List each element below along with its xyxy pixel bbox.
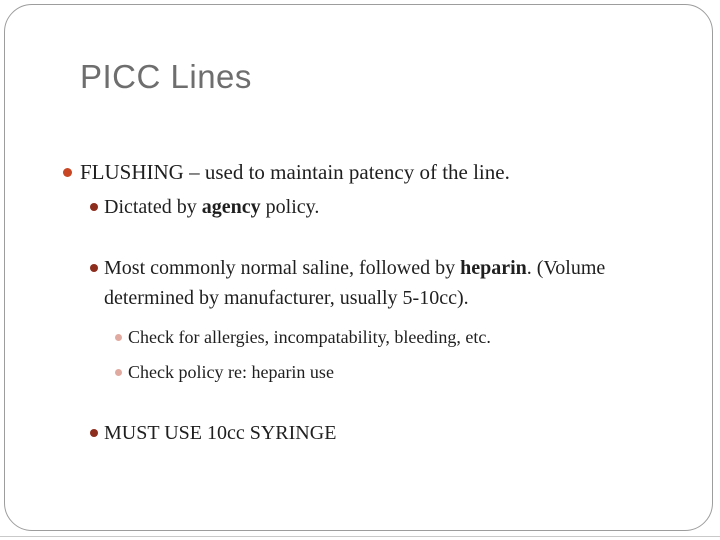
bullet-text <box>104 196 680 219</box>
bullet-text-segment: Most commonly normal saline, followed by <box>104 257 461 279</box>
bullet-text <box>128 326 680 348</box>
bullet-text <box>104 253 680 313</box>
bullet-text-segment: Check for allergies, incompatability, bleeding, etc. <box>128 327 491 347</box>
bullet-item-check-allergies <box>0 326 680 348</box>
slide-title: PICC Lines <box>80 58 252 95</box>
bullet-icon <box>63 168 72 177</box>
bullet-item-saline <box>0 253 680 313</box>
bullet-text-segment: policy. <box>260 196 320 218</box>
bullet-icon <box>90 264 98 272</box>
bullet-text-line <box>104 283 680 313</box>
bullet-text-segment: Check policy re: heparin use <box>128 362 334 382</box>
bullet-text-segment: determined by manufacturer, usually 5-10cc). <box>104 287 469 309</box>
bullet-text-segment: Dictated by <box>104 196 202 218</box>
bullet-text-segment-bold: agency <box>201 196 261 218</box>
bullet-text-line <box>104 253 680 283</box>
bullet-item-syringe <box>0 421 680 445</box>
bullet-text <box>80 160 680 185</box>
bullet-icon <box>90 203 98 211</box>
bullet-item-check-policy <box>0 361 680 383</box>
bullet-icon <box>90 429 98 437</box>
page-bottom-edge <box>0 536 720 537</box>
bullet-text-segment: MUST USE 10cc SYRINGE <box>104 422 337 444</box>
bullet-text <box>128 361 680 383</box>
bullet-icon <box>115 369 122 376</box>
bullet-item-flushing <box>0 160 680 185</box>
bullet-icon <box>115 334 122 341</box>
bullet-text-segment-bold: heparin <box>460 257 527 279</box>
bullet-text-segment: . (Volume <box>526 257 606 279</box>
bullet-text-segment: FLUSHING – used to maintain patency of the line. <box>80 160 510 184</box>
bullet-item-dictated <box>0 196 680 219</box>
bullet-text <box>104 421 680 445</box>
